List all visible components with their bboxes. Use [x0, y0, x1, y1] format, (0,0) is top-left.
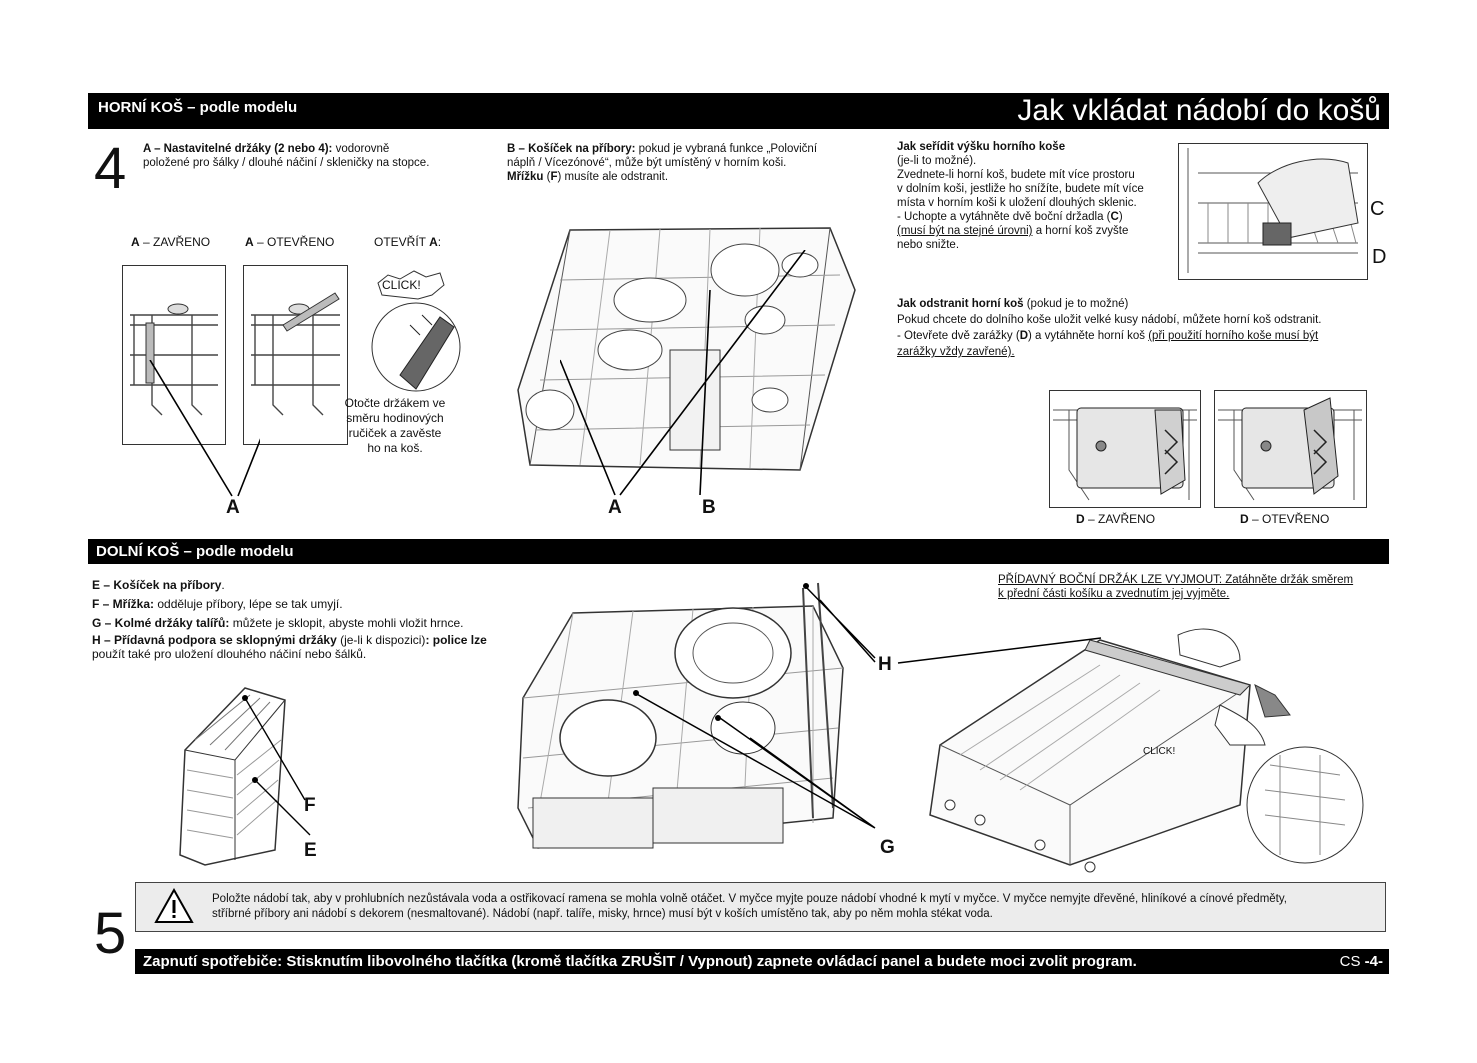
caption-a-open-letter: A	[245, 235, 254, 249]
legend-g	[92, 614, 512, 633]
height-adjust-sub: (je-li to možné).	[897, 155, 977, 167]
warning-text	[212, 892, 1377, 922]
height-adjust-p2: v dolním koši, jestliže ho snížíte, budete mít více	[897, 183, 1144, 195]
legend-g-text: můžete je sklopit, abyste mohli vložit hrnce.	[229, 616, 464, 630]
height-adjust-p1: Zvednete-li horní koš, budete mít více prostoru	[897, 169, 1135, 181]
caption-open-a-letter: A	[429, 235, 438, 249]
height-adjust-title: Jak seřídit výšku horního koše	[897, 141, 1066, 153]
legend-f-title: F – Mřížka:	[92, 597, 155, 611]
latch-closed-illustration	[1049, 390, 1201, 508]
caption-d-open	[1240, 512, 1329, 526]
caption-d-open-text: – OTEVŘENO	[1248, 512, 1330, 526]
warning-box	[135, 882, 1386, 932]
label-c: C	[1370, 198, 1385, 220]
cutlery-basket-text-2: náplň / Vícezónové“, může být umístěný v horním koši.	[507, 157, 787, 169]
side-holder-note-2: k přední části košíku a zvednutím jej vyjměte.	[998, 588, 1230, 600]
holder-a-description	[143, 142, 473, 170]
side-holder-note	[998, 573, 1383, 601]
legend-h-text-3: použít také pro uložení dlouhého náčiní nebo šálků.	[92, 647, 367, 661]
remove-basket-underlined-2: zarážky vždy zavřené).	[897, 346, 1015, 358]
caption-d-closed	[1076, 512, 1155, 526]
pointer-lines-gh	[630, 578, 890, 838]
grid-title: Mřížku	[507, 171, 544, 183]
lower-basket-legend	[92, 576, 512, 661]
turn-line-1: Otočte držákem ve	[344, 396, 446, 410]
footer-text: Zapnutí spotřebiče: Stisknutím libovolného tlačítka (kromě tlačítka ZRUŠIT / Vypnout) zapnete ovládací panel a budete moci zvolit program.	[143, 953, 1137, 970]
label-f: F	[304, 795, 316, 816]
label-g: G	[880, 837, 895, 858]
caption-d-closed-text: – ZAVŘENO	[1084, 512, 1156, 526]
legend-h	[92, 633, 512, 661]
upper-basket-heading: HORNÍ KOŠ – podle modelu	[98, 99, 298, 116]
cutlery-basket-text: pokud je vybraná funkce „Poloviční	[635, 143, 818, 155]
page-title: Jak vkládat nádobí do košů	[1017, 94, 1381, 127]
grid-letter: F	[550, 171, 558, 183]
height-adjust-p3: místa v horním koši k uložení dlouhých sklenic.	[897, 197, 1137, 209]
legend-h-title: H – Přídavná podpora se sklopnými držáky	[92, 633, 337, 647]
caption-d-open-letter: D	[1240, 512, 1249, 526]
turn-line-3: ručiček a zavěste	[348, 426, 442, 440]
grid-text-open: (	[543, 171, 551, 183]
caption-a-closed	[131, 235, 210, 249]
caption-open-a	[374, 235, 441, 249]
remove-basket-p2-rest: ) a vytáhněte horní koš	[1028, 330, 1149, 342]
label-e: E	[304, 840, 317, 861]
upper-basket-header	[88, 93, 1389, 129]
height-adjust-text	[897, 140, 1172, 252]
holder-a-title: A – Nastavitelné držáky (2 nebo 4):	[143, 143, 333, 155]
height-adjust-underlined: (musí být na stejné úrovni)	[897, 225, 1033, 237]
caption-open-a-colon: :	[437, 235, 442, 249]
height-adjust-illustration	[1178, 143, 1368, 280]
height-adjust-p4: - Uchopte a vytáhněte dvě boční držadla (	[897, 211, 1111, 223]
caption-a-open	[245, 235, 334, 249]
turn-line-4: ho na koš.	[367, 441, 423, 455]
step-number-4: 4	[94, 136, 127, 201]
label-h: H	[878, 654, 892, 675]
legend-e	[92, 576, 512, 595]
lower-basket-heading: DOLNÍ KOŠ – podle modelu	[96, 543, 294, 560]
label-b: B	[702, 497, 716, 518]
pointer-lines-ef	[240, 690, 320, 840]
caption-a-open-text: – OTEVŘENO	[253, 235, 335, 249]
lower-basket-header	[88, 539, 1389, 564]
caption-a-closed-letter: A	[131, 235, 140, 249]
pointer-lines-a-left	[140, 360, 260, 500]
remove-basket-letter-d: D	[1019, 330, 1029, 342]
pointer-line-h	[896, 635, 1106, 665]
remove-basket-p1: Pokud chcete do dolního koše uložit velké kusy nádobí, můžete horní koš odstranit.	[897, 314, 1322, 326]
caption-a-closed-text: – ZAVŘENO	[139, 235, 211, 249]
page-prefix: CS	[1339, 953, 1365, 970]
latch-open-illustration	[1214, 390, 1367, 508]
remove-basket-underlined-1: (při použití horního koše musí být	[1148, 330, 1319, 342]
turn-holder-instructions	[340, 396, 450, 456]
label-a-middle: A	[608, 497, 622, 518]
legend-e-text: .	[221, 578, 225, 592]
legend-h-text-1: (je-li k dispozici)	[336, 633, 426, 647]
caption-d-closed-letter: D	[1076, 512, 1085, 526]
remove-basket-title-rest: (pokud je to možné)	[1023, 298, 1129, 310]
warning-line-1: Položte nádobí tak, aby v prohlubních nezůstávala voda a ostřikovací ramena se mohla volně otáčet. V myčce myjte pouze nádobí vhodné k mytí v myčce. V myčce nemyjte dřevěné, hliníkové a cínové předměty,	[212, 893, 1287, 905]
label-a-left: A	[226, 497, 240, 518]
legend-e-title: E – Košíček na příbory	[92, 578, 222, 592]
turn-line-2: směru hodinových	[346, 411, 444, 425]
side-holder-note-1: PŘÍDAVNÝ BOČNÍ DRŽÁK LZE VYJMOUT: Zatáhněte držák směrem	[998, 574, 1354, 586]
remove-basket-p2: - Otevřete dvě zarážky (	[897, 330, 1020, 342]
pointer-lines-col2	[560, 250, 820, 500]
step-number-5: 5	[94, 901, 127, 966]
height-adjust-p5: a horní koš zvyšte	[1032, 225, 1129, 237]
holder-a-text-2: položené pro šálky / dlouhé náčiní / skleničky na stopce.	[143, 157, 430, 169]
height-adjust-p6: nebo snižte.	[897, 239, 960, 251]
remove-basket-title: Jak odstranit horní koš	[897, 298, 1024, 310]
legend-f	[92, 595, 512, 614]
legend-g-title: G – Kolmé držáky talířů:	[92, 616, 230, 630]
grid-text: ) musíte ale odstranit.	[557, 171, 669, 183]
height-adjust-letter-c: C	[1110, 211, 1119, 223]
click-label: CLICK!	[382, 278, 421, 292]
cutlery-basket-title: B – Košíček na příbory:	[507, 143, 636, 155]
cutlery-basket-description	[507, 142, 847, 184]
click-label-lower: CLICK!	[1143, 746, 1176, 757]
label-d-top: D	[1372, 246, 1387, 268]
remove-basket-text	[897, 296, 1377, 360]
page-number	[1340, 949, 1383, 974]
holder-a-text: vodorovně	[332, 143, 390, 155]
legend-h-text-2: : police lze	[425, 633, 487, 647]
warning-icon	[154, 888, 194, 924]
caption-open-a-text: OTEVŘÍT	[374, 235, 430, 249]
footer-bar	[135, 949, 1389, 974]
page-num: -4-	[1364, 953, 1383, 970]
height-adjust-p4-close: )	[1118, 211, 1123, 223]
legend-f-text: odděluje příbory, lépe se tak umyjí.	[154, 597, 343, 611]
warning-line-2: stříbrné příbory ani nádobí s dekorem (nesmaltované). Nádobí (např. talíře, misky, hrnce) musí být v koších umístěno tak, aby po něm mohla stékat voda.	[212, 908, 993, 920]
